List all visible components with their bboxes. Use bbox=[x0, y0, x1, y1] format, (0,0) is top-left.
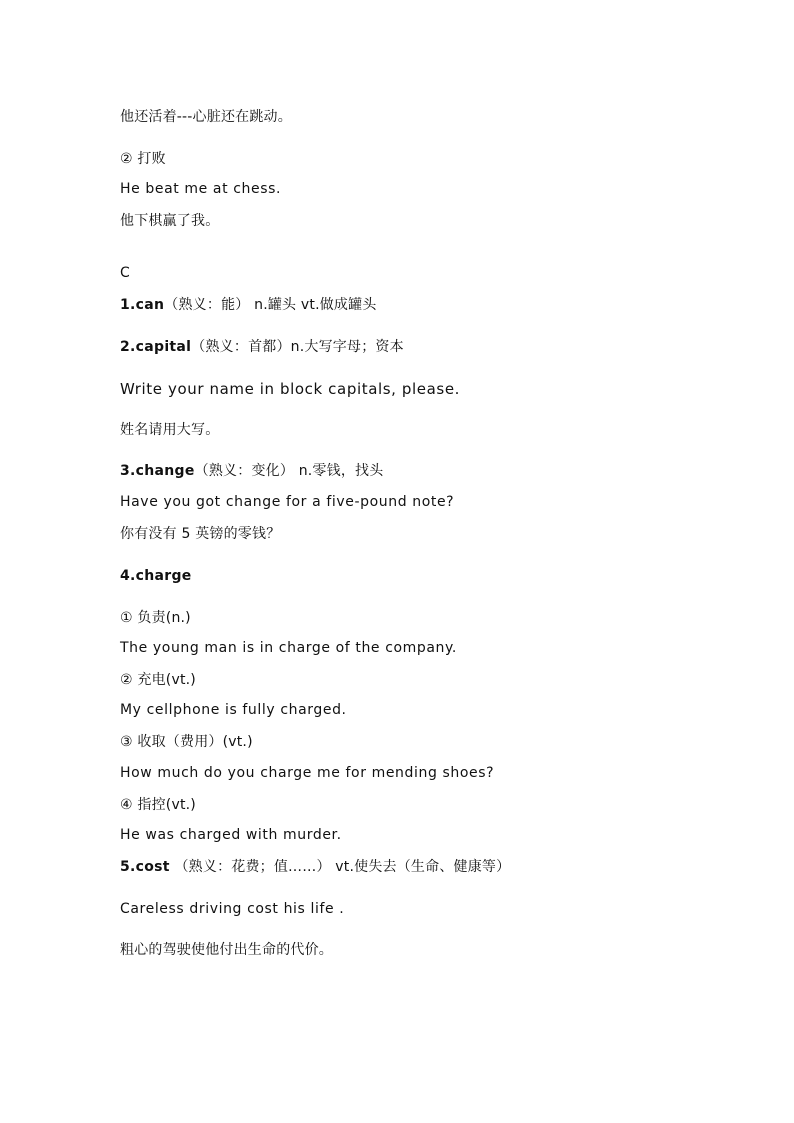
example-sentence-careless-driving: Careless driving cost his life . bbox=[120, 901, 345, 917]
entry-cost-definition: （熟义：花费；值……） vt.使失去（生命、健康等） bbox=[169, 859, 511, 875]
sense-item-charged-battery: ② 充电(vt.) bbox=[120, 672, 196, 688]
text-line-heart-still-beating: 他还活着---心脏还在跳动。 bbox=[120, 109, 292, 125]
example-sentence-beat-chess: He beat me at chess. bbox=[120, 181, 282, 197]
example-sentence-five-pound-note: Have you got change for a five-pound note? bbox=[120, 494, 455, 510]
entry-capital-word: 2.capital bbox=[120, 339, 192, 355]
entry-change-definition: （熟义：变化） n.零钱，找头 bbox=[194, 463, 384, 479]
translation-block-capitals: 姓名请用大写。 bbox=[120, 422, 220, 438]
translation-careless-driving: 粗心的驾驶使他付出生命的代价。 bbox=[120, 942, 333, 958]
entry-cost bbox=[120, 858, 510, 876]
sense-item-in-charge: ① 负责(n.) bbox=[120, 610, 191, 626]
entry-can-word: 1.can bbox=[120, 297, 165, 313]
example-sentence-block-capitals: Write your name in block capitals, please. bbox=[120, 380, 461, 398]
example-sentence-in-charge: The young man is in charge of the company. bbox=[120, 640, 457, 656]
entry-change-word: 3.change bbox=[120, 463, 195, 479]
entry-can bbox=[120, 296, 377, 314]
entry-change bbox=[120, 462, 383, 480]
section-letter-c: C bbox=[120, 265, 131, 281]
example-sentence-cellphone-charged: My cellphone is fully charged. bbox=[120, 702, 347, 718]
translation-five-pound-note: 你有没有 5 英镑的零钱？ bbox=[120, 526, 281, 542]
entry-cost-word: 5.cost bbox=[120, 859, 170, 875]
entry-capital-definition: （熟义：首都）n.大写字母；资本 bbox=[191, 339, 404, 355]
entry-capital bbox=[120, 338, 404, 356]
sense-item-accuse: ④ 指控(vt.) bbox=[120, 797, 196, 813]
entry-charge-word: 4.charge bbox=[120, 568, 192, 584]
translation-beat-chess: 他下棋赢了我。 bbox=[120, 213, 220, 229]
entry-can-definition: （熟义：能） n.罐头 vt.做成罐头 bbox=[164, 297, 377, 313]
example-sentence-mending-shoes: How much do you charge me for mending shoes? bbox=[120, 765, 495, 781]
example-sentence-charged-murder: He was charged with murder. bbox=[120, 827, 342, 843]
sense-item-defeat: ② 打败 bbox=[120, 151, 166, 167]
sense-item-charge-fee: ③ 收取（费用）(vt.) bbox=[120, 734, 253, 750]
